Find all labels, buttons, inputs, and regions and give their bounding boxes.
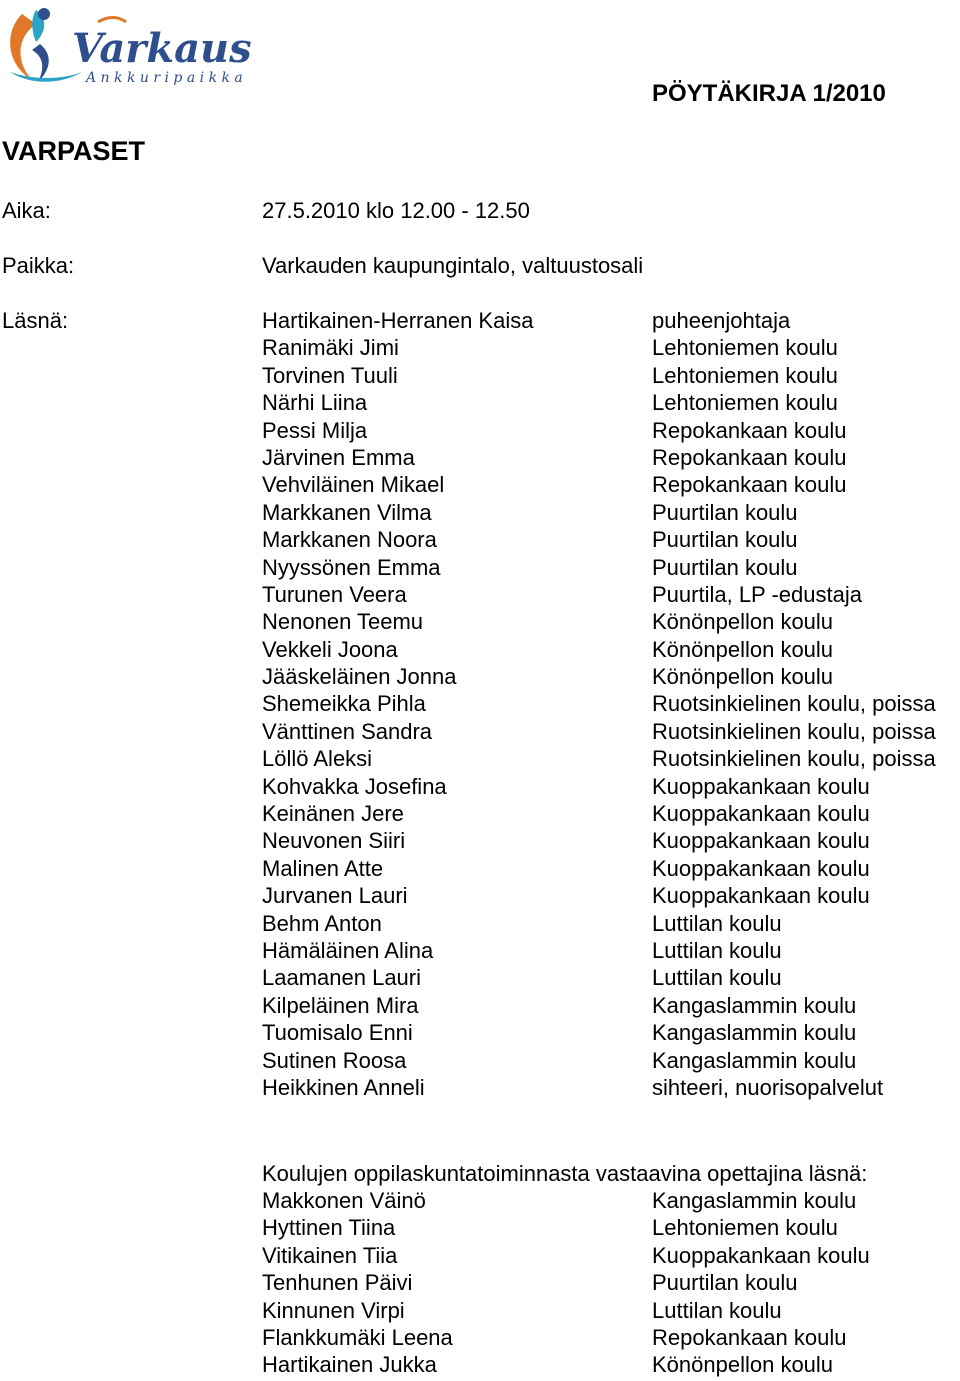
attendee-role: Kangaslammin koulu xyxy=(652,1047,857,1073)
teacher-school: Kuoppakankaan koulu xyxy=(652,1242,870,1268)
attendee-name: Pessi Milja xyxy=(262,417,368,443)
logo-wordmark: Varkaus xyxy=(72,25,252,72)
attendee-role: Luttilan koulu xyxy=(652,910,782,936)
attendee-name: Malinen Atte xyxy=(262,855,384,881)
teacher-school: Luttilan koulu xyxy=(652,1297,782,1323)
attendee-role: Repokankaan koulu xyxy=(652,472,847,498)
attendee-name: Keinänen Jere xyxy=(262,801,404,827)
attendee-role: Ruotsinkielinen koulu, poissa xyxy=(652,718,936,744)
attendee-role: Puurtilan koulu xyxy=(652,554,798,580)
teacher-name: Kinnunen Virpi xyxy=(262,1297,405,1323)
attendee-role: Ruotsinkielinen koulu, poissa xyxy=(652,746,936,772)
attendee-name: Nenonen Teemu xyxy=(262,609,424,635)
document-title: VARPASET xyxy=(2,136,146,166)
attendee-role: Kuoppakankaan koulu xyxy=(652,828,870,854)
attendee-name: Vehviläinen Mikael xyxy=(262,472,445,498)
teacher-school: Lehtoniemen koulu xyxy=(652,1215,838,1241)
attendee-name: Markkanen Noora xyxy=(262,527,437,553)
attendee-name: Markkanen Vilma xyxy=(262,499,432,525)
attendee-name: Jurvanen Lauri xyxy=(262,883,408,909)
logo-tagline: A n k k u r i p a i k k a xyxy=(86,70,243,86)
teacher-school-list xyxy=(652,1187,870,1379)
attendee-role: Kuoppakankaan koulu xyxy=(652,883,870,909)
teacher-name: Hyttinen Tiina xyxy=(262,1215,396,1241)
teacher-name: Tenhunen Päivi xyxy=(262,1270,413,1296)
attendee-role: Kuoppakankaan koulu xyxy=(652,855,870,881)
attendee-role: Repokankaan koulu xyxy=(652,444,847,470)
attendee-role: Kangaslammin koulu xyxy=(652,1020,857,1046)
teacher-name: Flankkumäki Leena xyxy=(262,1324,453,1350)
attendee-role: Puurtilan koulu xyxy=(652,527,798,553)
attendee-role: Luttilan koulu xyxy=(652,937,782,963)
attendee-name: Ranimäki Jimi xyxy=(262,335,399,361)
attendee-role: Könönpellon koulu xyxy=(652,664,834,690)
attendee-role: Repokankaan koulu xyxy=(652,417,847,443)
attendee-role-list xyxy=(652,307,936,1101)
attendee-role: puheenjohtaja xyxy=(652,308,791,333)
teacher-name: Makkonen Väinö xyxy=(262,1188,426,1213)
teacher-name-list xyxy=(262,1187,453,1379)
teacher-name: Hartikainen Jukka xyxy=(262,1352,437,1378)
attendee-role: Puurtila, LP -edustaja xyxy=(652,581,862,607)
time-value: 27.5.2010 klo 12.00 - 12.50 xyxy=(262,198,530,223)
document-id: PÖYTÄKIRJA 1/2010 xyxy=(652,80,886,107)
attendee-role: Könönpellon koulu xyxy=(652,636,834,662)
time-label: Aika: xyxy=(2,198,51,223)
attendee-name: Shemeikka Pihla xyxy=(262,691,426,717)
attendee-name: Nyyssönen Emma xyxy=(262,554,441,580)
attendee-name: Torvinen Tuuli xyxy=(262,362,398,388)
attendee-role: Könönpellon koulu xyxy=(652,609,834,635)
attendee-role: Ruotsinkielinen koulu, poissa xyxy=(652,691,936,717)
attendee-name: Jääskeläinen Jonna xyxy=(262,664,457,690)
attendee-role: Lehtoniemen koulu xyxy=(652,335,838,361)
teacher-school: Puurtilan koulu xyxy=(652,1270,798,1296)
attendee-role: Kuoppakankaan koulu xyxy=(652,773,870,799)
attendee-name: Vänttinen Sandra xyxy=(262,718,433,744)
attendee-role: sihteeri, nuorisopalvelut xyxy=(652,1074,884,1100)
attendee-name: Turunen Veera xyxy=(262,581,407,607)
place-label: Paikka: xyxy=(2,253,75,278)
attendee-name: Hartikainen-Herranen Kaisa xyxy=(262,308,534,333)
attendee-name: Tuomisalo Enni xyxy=(262,1020,413,1046)
teacher-name: Vitikainen Tiia xyxy=(262,1242,398,1268)
attendee-role: Kuoppakankaan koulu xyxy=(652,801,870,827)
attendee-role: Puurtilan koulu xyxy=(652,499,798,525)
attendee-name: Närhi Liina xyxy=(262,390,368,416)
attendee-name: Kilpeläinen Mira xyxy=(262,992,419,1018)
place-value: Varkauden kaupungintalo, valtuustosali xyxy=(262,253,644,278)
varkaus-logo xyxy=(2,2,274,88)
attendee-name: Heikkinen Anneli xyxy=(262,1074,425,1100)
teacher-school: Kangaslammin koulu xyxy=(652,1188,857,1213)
attendee-role: Luttilan koulu xyxy=(652,965,782,991)
attendee-name: Neuvonen Siiri xyxy=(262,828,406,854)
attendee-name-list xyxy=(262,307,533,1101)
teacher-school: Könönpellon koulu xyxy=(652,1352,834,1378)
attendee-name: Vekkeli Joona xyxy=(262,636,398,662)
attendee-name: Löllö Aleksi xyxy=(262,746,373,772)
attendee-name: Sutinen Roosa xyxy=(262,1047,407,1073)
attendee-name: Kohvakka Josefina xyxy=(262,773,447,799)
teachers-heading: Koulujen oppilaskuntatoiminnasta vastaavina opettajina läsnä: xyxy=(262,1161,868,1186)
attendee-name: Laamanen Lauri xyxy=(262,965,422,991)
attendee-role: Kangaslammin koulu xyxy=(652,992,857,1018)
attendee-role: Lehtoniemen koulu xyxy=(652,390,838,416)
present-label: Läsnä: xyxy=(2,308,69,333)
attendee-name: Järvinen Emma xyxy=(262,444,415,470)
attendee-name: Hämäläinen Alina xyxy=(262,937,434,963)
teacher-school: Repokankaan koulu xyxy=(652,1324,847,1350)
attendee-name: Behm Anton xyxy=(262,910,382,936)
attendee-role: Lehtoniemen koulu xyxy=(652,362,838,388)
